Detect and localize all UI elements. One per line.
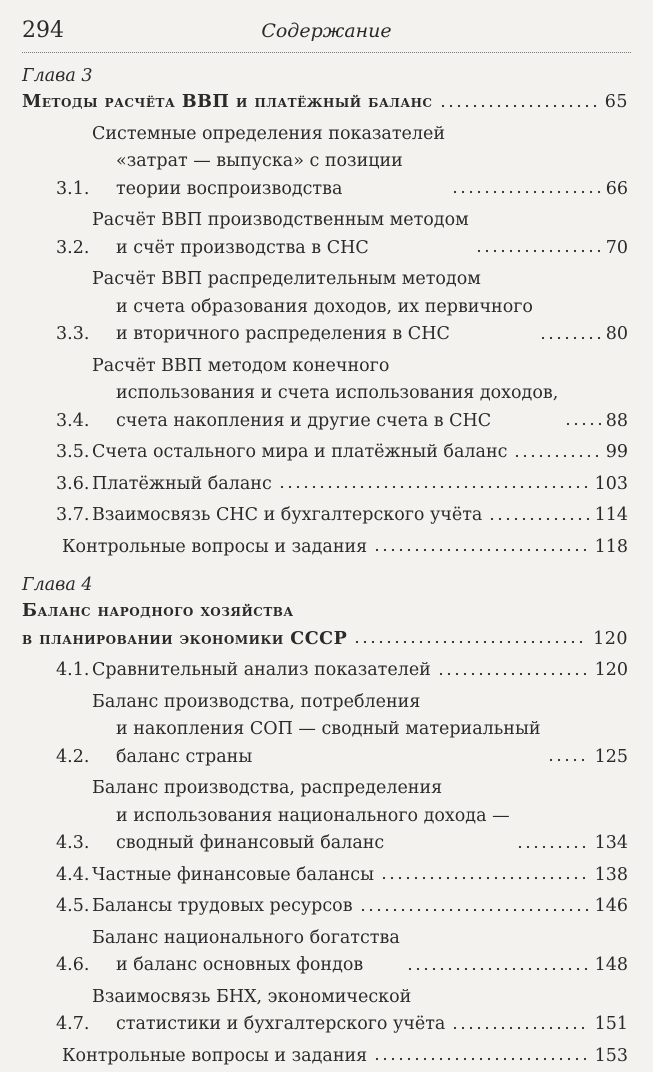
entry-title-line: Контрольные вопросы и задания bbox=[62, 536, 368, 557]
toc-questions-entry[interactable] bbox=[22, 1043, 628, 1071]
section-title bbox=[92, 925, 400, 980]
section-number: 3.2. bbox=[56, 237, 90, 258]
chapter-title bbox=[22, 598, 347, 653]
section-number: 3.4. bbox=[56, 410, 90, 431]
section-page-number: 103 bbox=[594, 473, 628, 494]
dot-leader bbox=[451, 1024, 589, 1032]
table-of-contents bbox=[22, 64, 628, 1072]
toc-section-entry[interactable] bbox=[22, 925, 628, 980]
section-title bbox=[92, 353, 558, 436]
dot-leader bbox=[373, 546, 589, 554]
section-title bbox=[92, 439, 507, 467]
entry-title-line: Баланс производства, распределения bbox=[92, 778, 443, 798]
section-page-number: 134 bbox=[594, 833, 628, 853]
entry-title-line: и использования национального дохода — bbox=[116, 805, 510, 826]
chapter-title-entry[interactable] bbox=[22, 89, 628, 117]
dot-leader bbox=[380, 874, 590, 882]
dot-leader bbox=[547, 756, 590, 764]
toc-section-entry[interactable] bbox=[22, 353, 628, 436]
entry-title-line: счета накопления и другие счета в СНС bbox=[116, 410, 492, 431]
dot-leader bbox=[488, 515, 589, 523]
chapter-page-number: 65 bbox=[604, 92, 628, 112]
section-title bbox=[92, 207, 469, 262]
section-number: 3.6. bbox=[56, 473, 90, 494]
entry-title-line: Расчёт ВВП производственным методом bbox=[92, 210, 469, 230]
running-header bbox=[22, 18, 631, 53]
dot-leader bbox=[373, 1055, 589, 1063]
section-title bbox=[92, 775, 510, 858]
dot-leader bbox=[439, 102, 600, 110]
entry-title-line: и счёт производства в СНС bbox=[116, 237, 369, 258]
section-number: 4.5. bbox=[56, 896, 90, 916]
entry-title-line: Взаимосвязь БНХ, экономической bbox=[92, 986, 412, 1007]
entry-title-line: Контрольные вопросы и задания bbox=[62, 1045, 368, 1066]
section-page-number: 66 bbox=[605, 178, 628, 199]
section-page-number: 88 bbox=[605, 410, 628, 431]
entry-title-line: использования и счета использования доходов, bbox=[116, 383, 559, 403]
entry-title-line: теории воспроизводства bbox=[116, 178, 343, 199]
dot-leader bbox=[437, 670, 590, 678]
toc-section-entry[interactable] bbox=[22, 121, 628, 204]
chapter-page-number: 120 bbox=[593, 628, 628, 649]
toc-section-entry[interactable] bbox=[22, 502, 628, 530]
entry-title-line: Баланс национального богатства bbox=[92, 927, 400, 948]
entry-title-line: Расчёт ВВП методом конечного bbox=[92, 355, 390, 376]
section-number: 4.1. bbox=[56, 660, 90, 680]
entry-title-line: статистики и бухгалтерского учёта bbox=[116, 1014, 446, 1034]
toc-section-entry[interactable] bbox=[22, 984, 628, 1039]
toc-section-entry[interactable] bbox=[22, 775, 628, 858]
toc-section-entry[interactable] bbox=[22, 439, 628, 467]
section-number: 3.7. bbox=[56, 505, 90, 525]
section-title bbox=[92, 502, 482, 530]
entry-title-line: «затрат — выпуска» с позиции bbox=[116, 151, 403, 171]
dot-leader bbox=[539, 334, 601, 342]
section-page-number: 125 bbox=[594, 746, 628, 767]
entry-title-line: и баланс основных фондов bbox=[116, 955, 364, 975]
dot-leader bbox=[475, 247, 601, 255]
section-title bbox=[92, 657, 431, 685]
chapter-title-line: Баланс народного хозяйства bbox=[22, 601, 294, 621]
entry-title-line: и накопления СОП — сводный материальный bbox=[116, 719, 541, 739]
dot-leader bbox=[406, 965, 590, 973]
section-title bbox=[92, 266, 533, 349]
section-page-number: 153 bbox=[594, 1045, 628, 1066]
section-title bbox=[92, 984, 445, 1039]
section-title bbox=[92, 689, 541, 772]
section-title bbox=[22, 1043, 367, 1071]
entry-title-line: Сравнительный анализ показателей bbox=[92, 660, 431, 680]
chapter-title-entry[interactable] bbox=[22, 598, 628, 653]
dot-leader bbox=[451, 188, 601, 196]
chapter-title-line: в планировании экономики СССР bbox=[22, 628, 348, 649]
entry-title-line: Балансы трудовых ресурсов bbox=[92, 896, 353, 916]
section-number: 4.3. bbox=[56, 833, 90, 853]
section-number: 4.7. bbox=[56, 1014, 90, 1034]
section-title bbox=[92, 893, 353, 921]
chapter-label: Глава 4 bbox=[22, 575, 93, 595]
toc-section-entry[interactable] bbox=[22, 893, 628, 921]
section-page-number: 151 bbox=[594, 1014, 628, 1034]
chapter-block bbox=[22, 573, 628, 1070]
section-page-number: 138 bbox=[594, 864, 628, 885]
dot-leader bbox=[513, 452, 600, 460]
toc-section-entry[interactable] bbox=[22, 657, 628, 685]
chapter-block bbox=[22, 64, 628, 561]
toc-section-entry[interactable] bbox=[22, 471, 628, 499]
entry-title-line: и вторичного распределения в СНС bbox=[116, 324, 450, 344]
dot-leader bbox=[564, 420, 600, 428]
dot-leader bbox=[359, 906, 590, 914]
chapter-label: Глава 3 bbox=[22, 66, 93, 86]
entry-title-line: Расчёт ВВП распределительным методом bbox=[92, 269, 481, 289]
section-page-number: 114 bbox=[594, 505, 628, 525]
section-number: 3.3. bbox=[56, 324, 90, 344]
section-title bbox=[92, 121, 445, 204]
section-title bbox=[92, 862, 374, 890]
dot-leader bbox=[278, 483, 590, 491]
section-number: 3.1. bbox=[56, 178, 90, 199]
entry-title-line: сводный финансовый баланс bbox=[116, 833, 385, 853]
section-number: 3.5. bbox=[56, 442, 90, 462]
section-number: 4.4. bbox=[56, 864, 90, 885]
toc-section-entry[interactable] bbox=[22, 689, 628, 772]
toc-section-entry[interactable] bbox=[22, 862, 628, 890]
section-page-number: 146 bbox=[594, 896, 628, 916]
chapter-title bbox=[22, 89, 433, 117]
section-title bbox=[92, 471, 272, 499]
entry-title-line: баланс страны bbox=[116, 746, 253, 767]
section-number: 4.6. bbox=[56, 955, 90, 975]
toc-section-entry[interactable] bbox=[22, 207, 628, 262]
entry-title-line: Взаимосвязь СНС и бухгалтерского учёта bbox=[92, 505, 483, 525]
section-page-number: 99 bbox=[605, 442, 628, 462]
page-number: 294 bbox=[22, 18, 64, 43]
dot-leader bbox=[516, 843, 590, 851]
entry-title-line: Счета остального мира и платёжный баланс bbox=[92, 442, 508, 462]
entry-title-line: Баланс производства, потребления bbox=[92, 691, 421, 712]
section-page-number: 80 bbox=[605, 324, 628, 344]
running-title: Содержание bbox=[261, 20, 392, 42]
section-number: 4.2. bbox=[56, 746, 90, 767]
entry-title-line: Системные определения показателей bbox=[92, 123, 446, 144]
section-page-number: 70 bbox=[605, 237, 628, 258]
entry-title-line: и счета образования доходов, их первичного bbox=[116, 296, 533, 317]
section-page-number: 148 bbox=[594, 955, 628, 975]
chapter-title-line: Методы расчёта ВВП и платёжный баланс bbox=[22, 92, 433, 112]
toc-section-entry[interactable] bbox=[22, 266, 628, 349]
section-title bbox=[22, 534, 367, 562]
dot-leader bbox=[353, 638, 588, 646]
section-page-number: 120 bbox=[594, 660, 628, 680]
toc-questions-entry[interactable] bbox=[22, 534, 628, 562]
entry-title-line: Платёжный баланс bbox=[92, 473, 272, 494]
entry-title-line: Частные финансовые балансы bbox=[92, 864, 375, 885]
section-page-number: 118 bbox=[594, 536, 628, 557]
